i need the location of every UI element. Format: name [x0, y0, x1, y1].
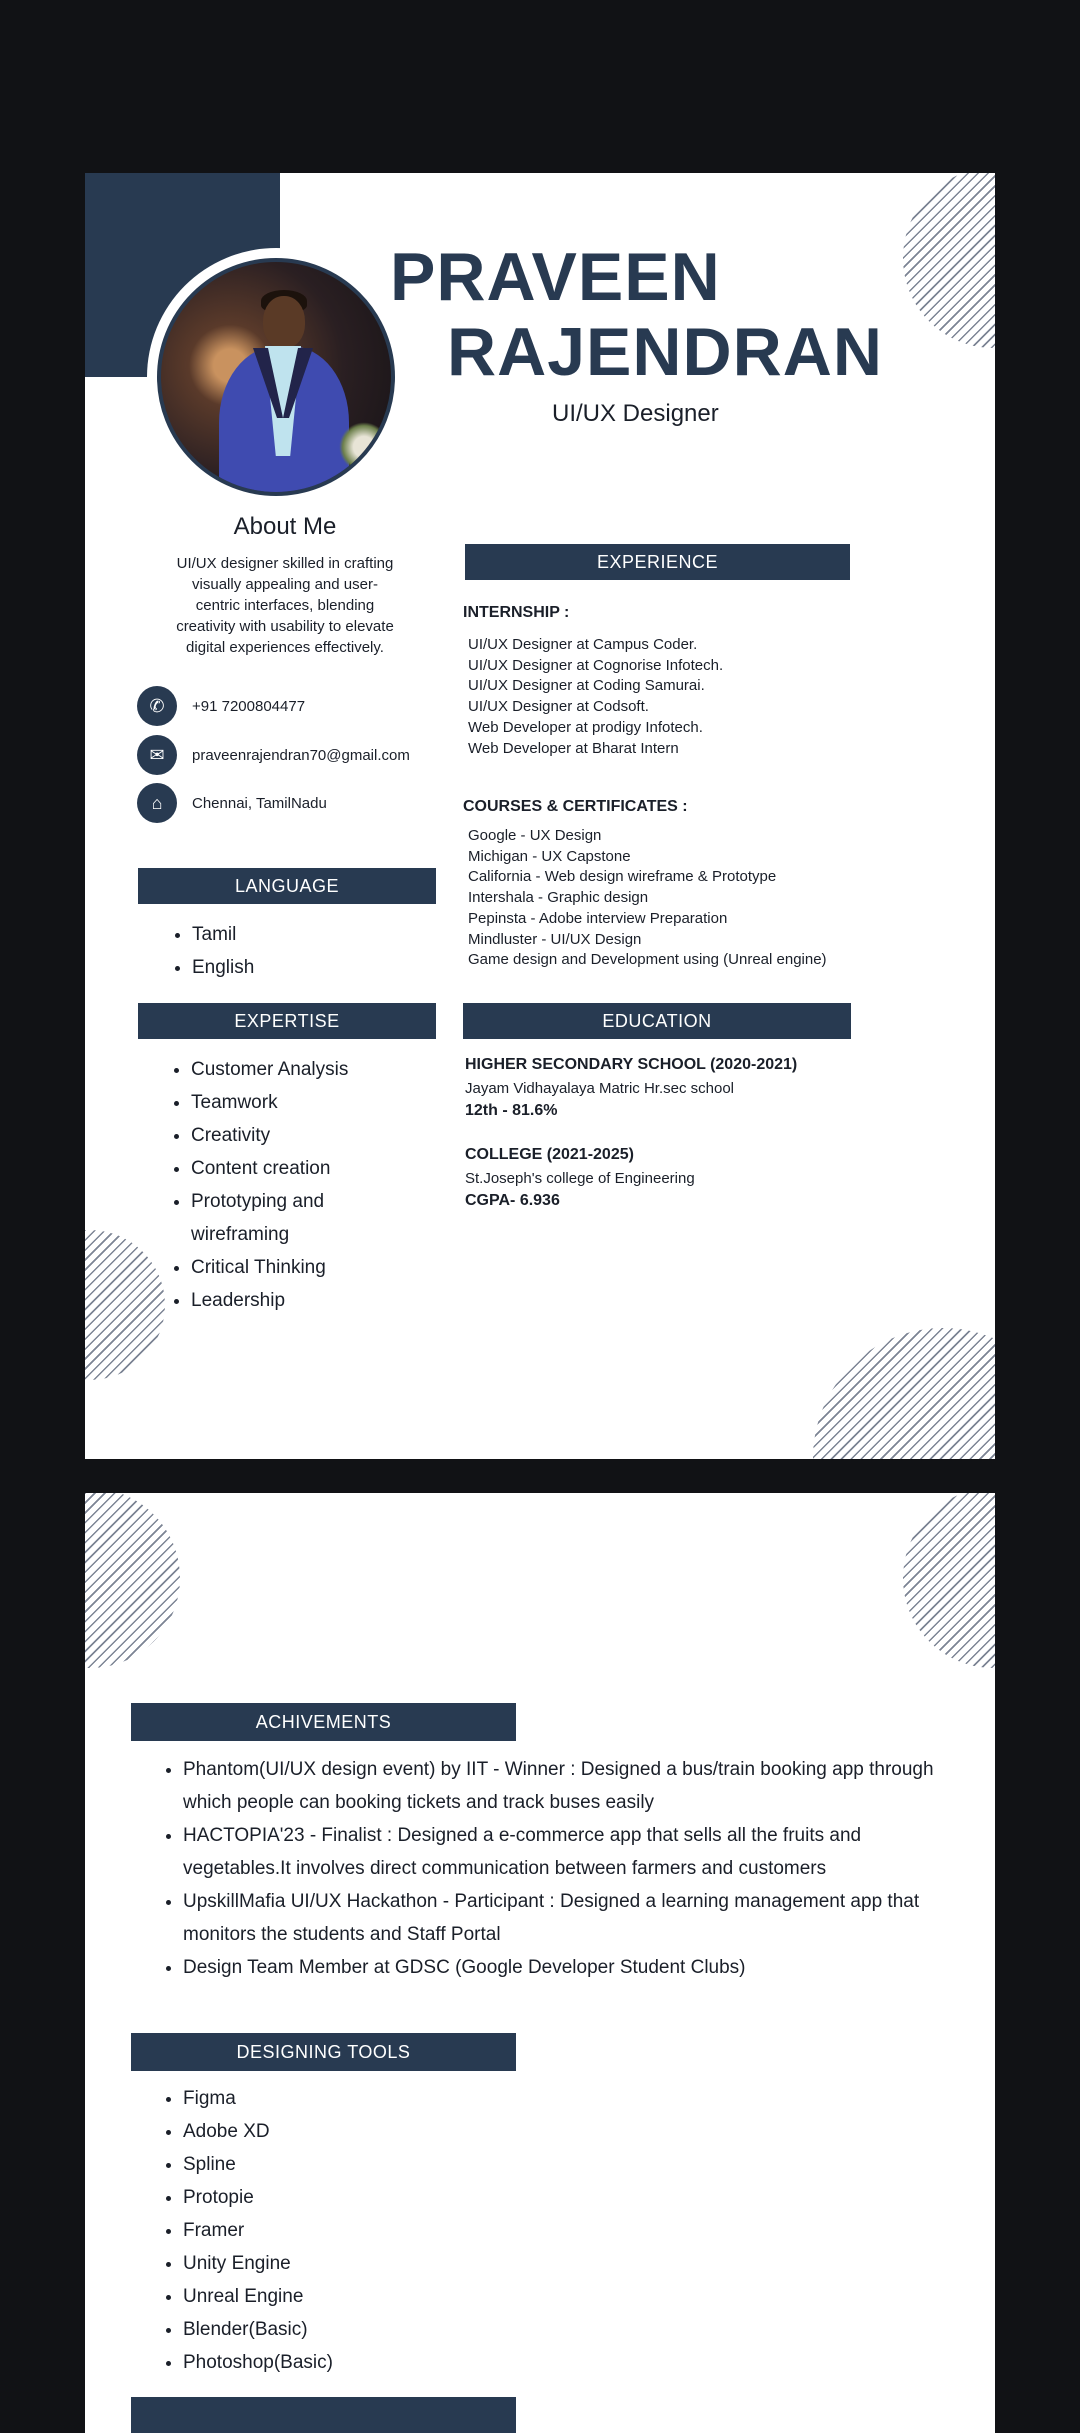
contact-email[interactable]: [137, 735, 410, 775]
list-item: • Unreal Engine: [183, 2280, 333, 2313]
first-name: PRAVEEN: [390, 239, 721, 315]
list-item: UI/UX Designer at Codsoft.: [468, 698, 649, 716]
list-item: Google - UX Design: [468, 827, 602, 844]
list-item: • UpskillMafia UI/UX Hackathon - Participant : Designed a learning management app that monitors the students and Staff Portal: [183, 1885, 953, 1951]
about-line: UI/UX designer skilled in crafting: [176, 555, 394, 572]
contact-phone[interactable]: [137, 686, 305, 726]
achievements-header: ACHIVEMENTS: [131, 1703, 516, 1741]
education-header: EDUCATION: [463, 1003, 851, 1039]
about-line: digital experiences effectively.: [186, 639, 384, 656]
job-title: UI/UX Designer: [552, 400, 719, 427]
about-line: visually appealing and user-: [192, 576, 378, 593]
phone-text: +91 7200804477: [192, 697, 306, 715]
list-item: • Tamil: [192, 918, 254, 951]
hatch-circle-left: [85, 1230, 165, 1380]
location-text: Chennai, TamilNadu: [192, 794, 327, 812]
list-item: • English: [192, 951, 254, 984]
list-item: Pepinsta - Adobe interview Preparation: [468, 909, 728, 927]
achievements-list: [183, 1753, 953, 1984]
list-item: • Framer: [183, 2214, 333, 2247]
list-item: UI/UX Designer at Coding Samurai.: [468, 677, 705, 695]
experience-header: EXPERIENCE: [465, 544, 850, 580]
list-item: • Customer Analysis: [191, 1053, 348, 1086]
about-line: centric interfaces, blending: [195, 597, 375, 614]
list-item: Web Developer at prodigy Infotech.: [468, 718, 703, 736]
list-item: Intershala - Graphic design: [468, 889, 649, 907]
list-item: Michigan - UX Capstone: [468, 847, 631, 865]
list-item: UI/UX Designer at Cognorise Infotech.: [468, 656, 724, 674]
list-item: Web Developer at Bharat Intern: [468, 739, 679, 757]
list-item: Game design and Development using (Unreal engine): [468, 951, 827, 969]
list-item: • Protopie: [183, 2181, 333, 2214]
internship-list: [468, 635, 723, 759]
list-item: • Teamwork: [191, 1086, 348, 1119]
about-text: [155, 553, 415, 658]
courses-list: [468, 826, 827, 971]
list-item: UI/UX Designer at Campus Coder.: [468, 636, 698, 653]
list-item: California - Web design wireframe & Prototype: [468, 868, 777, 886]
home-icon: ⌂: [137, 783, 177, 823]
school-heading: HIGHER SECONDARY SCHOOL (2020-2021): [465, 1056, 798, 1073]
list-item: • Adobe XD: [183, 2115, 333, 2148]
school-name: Jayam Vidhayalaya Matric Hr.sec school: [465, 1080, 735, 1097]
phone-icon: ✆: [137, 686, 177, 726]
list-item: • Design Team Member at GDSC (Google Developer Student Clubs): [183, 1951, 953, 1984]
resume-page-1: [85, 173, 995, 1459]
expertise-header: EXPERTISE: [138, 1003, 436, 1039]
hatch-circle-bottom-right: [813, 1328, 995, 1459]
courses-title: COURSES & CERTIFICATES :: [463, 798, 688, 815]
hatch-circle-top-right: [903, 1493, 995, 1668]
list-item: • Critical Thinking: [191, 1251, 348, 1284]
hatch-circle-top-left: [85, 1493, 180, 1668]
email-text: praveenrajendran70@gmail.com: [192, 746, 410, 764]
list-item: • Figma: [183, 2082, 333, 2115]
list-item: • Blender(Basic): [183, 2313, 333, 2346]
list-item: • Photoshop(Basic): [183, 2346, 333, 2379]
mail-icon: ✉: [137, 735, 177, 775]
list-item: • Creativity: [191, 1119, 348, 1152]
list-item: • Phantom(UI/UX design event) by IIT - Winner : Designed a bus/train booking app through which people can booking tickets and track buses easily: [183, 1753, 953, 1819]
about-title: About Me: [233, 513, 337, 540]
about-line: creativity with usability to elevate: [176, 618, 394, 635]
list-item: wireframing: [191, 1224, 290, 1245]
tools-list: [183, 2082, 333, 2379]
resume-page-2: [85, 1493, 995, 2433]
contact-location: [137, 783, 327, 823]
list-item: • Spline: [183, 2148, 333, 2181]
college-heading: COLLEGE (2021-2025): [465, 1146, 634, 1163]
language-header: LANGUAGE: [138, 868, 436, 904]
internship-title: INTERNSHIP :: [463, 604, 570, 621]
college-grade: CGPA- 6.936: [465, 1192, 560, 1209]
tools-header: DESIGNING TOOLS: [131, 2033, 516, 2071]
hatch-circle-top-right: [903, 173, 995, 348]
next-section-header: [131, 2397, 516, 2433]
expertise-list: [191, 1053, 348, 1317]
list-item: Mindluster - UI/UX Design: [468, 930, 642, 948]
college-name: St.Joseph's college of Engineering: [465, 1170, 695, 1187]
list-item: • Leadership: [191, 1284, 348, 1317]
list-item: • Content creation: [191, 1152, 348, 1185]
language-list: [192, 918, 254, 984]
list-item: • HACTOPIA'23 - Finalist : Designed a e-commerce app that sells all the fruits and vegetables.It involves direct communication between farmers and customers: [183, 1819, 953, 1885]
list-item: • Prototyping and: [191, 1185, 348, 1218]
list-item: • Unity Engine: [183, 2247, 333, 2280]
school-grade: 12th - 81.6%: [465, 1102, 558, 1119]
profile-photo: [157, 258, 395, 496]
last-name: RAJENDRAN: [447, 314, 883, 390]
